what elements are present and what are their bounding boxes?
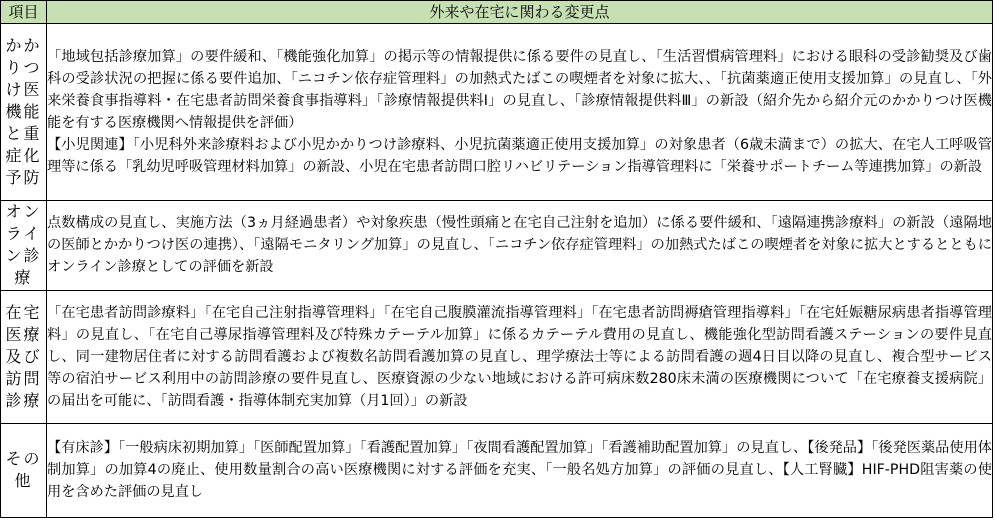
table-row <box>1 201 993 290</box>
row-content: 「在宅患者訪問診療料」「在宅自己注射指導管理料」「在宅自己腹膜灌流指導管理料」「在宅患者訪問褥瘡管理指導料」「在宅妊娠糖尿病患者指導管理料」の見直し、「在宅自己導尿指導管理料及び特殊カテーテル加算」に係るカテーテル費用の見直し、機能強化型訪問看護ステーションの要件見直し、同一建物居住者に対する訪問看護および複数名訪問看護加算の見直し、理学療法士等による訪問看護の週4日目以降の見直し、複合型サービス等の宿泊サービス利用中の訪問診療の要件見直し、医療資源の少ない地域における許可病床数280床未満の医療機関について「在宅療養支援病院」の届出を可能に、「訪問看護・指導体制充実加算（月1回）」の新設 <box>47 290 993 423</box>
row-category: かかりつけ医機能と重症化予防 <box>1 24 47 201</box>
row-content: 【有床診】「一般病床初期加算」「医師配置加算」「看護配置加算」「夜間看護配置加算」「看護補助配置加算」の見直し、【後発品】「後発医薬品使用体制加算」の加算4の廃止、使用数量割合の高い医療機関に対する評価を充実、「一般名処方加算」の評価の見直し、【人工腎臓】HIF-PHD阻害薬の使用を含めた評価の見直し <box>47 423 993 517</box>
row-category: その他 <box>1 423 47 517</box>
header-item: 項目 <box>1 1 47 24</box>
header-row <box>1 1 993 24</box>
header-changes: 外来や在宅に関わる変更点 <box>47 1 993 24</box>
row-content: 「地域包括診療加算」の要件緩和、「機能強化加算」の掲示等の情報提供に係る要件の見直し、「生活習慣病管理料」における眼科の受診勧奨及び歯科の受診状況の把握に係る要件追加、「ニコチン依存症管理料」の加熱式たばこの喫煙者を対象に拡大、、「抗菌薬適正使用支援加算」の見直し、「外来栄養食事指導料・在宅患者訪問栄養食事指導料」「診療情報提供料Ⅰ」の見直し、「診療情報提供料Ⅲ」の新設（紹介先から紹介元のかかりつけ医機能を有する医療機関へ情報提供を評価） 【小児関連】「小児科外来診療料および小児かかりつけ診療料、小児抗菌薬適正使用支援加算」の対象患者（6歳未満まで）の拡大、在宅人工呼吸管理等に係る「乳幼児呼吸管理材料加算」の新設、小児在宅患者訪問口腔リハビリテーション指導管理料に「栄養サポートチーム等連携加算」の新設 <box>47 24 993 201</box>
row-category: 在宅医療及び訪問診療 <box>1 290 47 423</box>
row-content: 点数構成の見直し、実施方法（3ヵ月経過患者）や対象疾患（慢性頭痛と在宅自己注射を追加）に係る要件緩和、「遠隔連携診療料」の新設（遠隔地の医師とかかりつけ医の連携）、「遠隔モニタリング加算」の見直し、「ニコチン依存症管理料」の加熱式たばこの喫煙者を対象に拡大とするとともにオンライン診療としての評価を新設 <box>47 201 993 290</box>
table-row <box>1 290 993 423</box>
table-row <box>1 24 993 201</box>
table-row <box>1 423 993 517</box>
row-category: オンライン診療 <box>1 201 47 290</box>
